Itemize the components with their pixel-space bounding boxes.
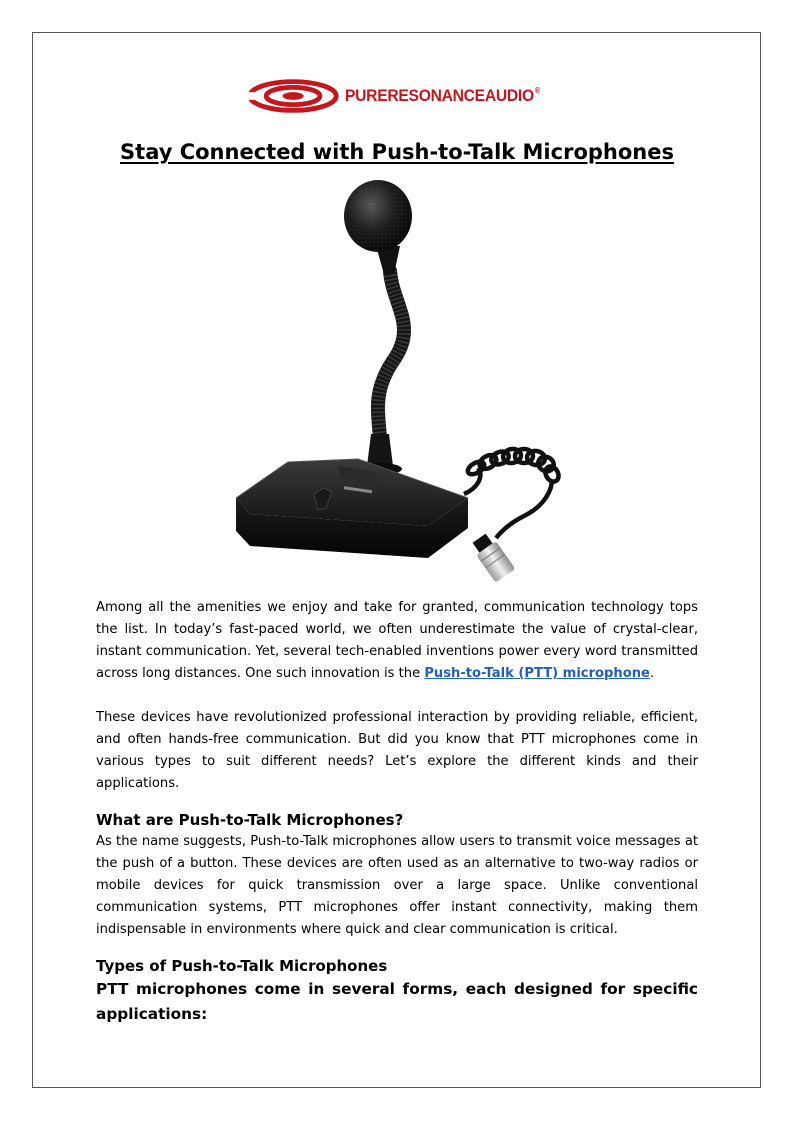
ptt-microphone-link[interactable]: Push-to-Talk (PTT) microphone	[424, 666, 650, 681]
article-body	[96, 597, 698, 1027]
brand-name-pure: PURE	[345, 86, 388, 105]
second-paragraph: These devices have revolutionized professional interaction by providing reliable, efficient, and often hands-free communication. But did you know that PTT microphones come in various types to suit different needs? Let’s explore the different kinds and their applications.	[96, 710, 698, 791]
page-title: Stay Connected with Push-to-Talk Microphones	[120, 140, 674, 164]
section-body-what-are: As the name suggests, Push-to-Talk microphones allow users to transmit voice messages at the push of a button. These devices are often used as an alternative to two-way radios or mobile devices for quick transmission over a large space. Unlike conventional communication systems, PTT microphones offer instant connectivity, making them indispensable in environments where quick and clear communication is critical.	[96, 834, 698, 937]
brand-name-resonance: RESONANCE	[387, 86, 485, 105]
section-heading-what-are: What are Push-to-Talk Microphones?	[96, 811, 404, 829]
brand-name-audio: AUDIO	[484, 86, 534, 105]
intro-text: Among all the amenities we enjoy and take for granted, communication technology tops the list. In today’s fast-paced world, we often underestimate the value of crystal-clear, instant communication. Yet, several tech-enabled inventions power every word transmitted across long distances. One such innovation is the	[96, 600, 698, 681]
pure-resonance-logo-icon	[247, 78, 339, 114]
section-subheading-types: PTT microphones come in several forms, each designed for specific applications:	[96, 980, 698, 1023]
paragraph-spacer	[96, 685, 698, 707]
brand-name	[345, 86, 540, 106]
intro-text-end: .	[649, 666, 655, 681]
brand-logo[interactable]	[247, 78, 557, 114]
desktop-gooseneck-ptt-microphone	[228, 176, 578, 586]
section-heading-types: Types of Push-to-Talk Microphones	[96, 957, 388, 975]
intro-paragraph	[96, 597, 698, 685]
registered-mark: ®	[534, 86, 541, 95]
